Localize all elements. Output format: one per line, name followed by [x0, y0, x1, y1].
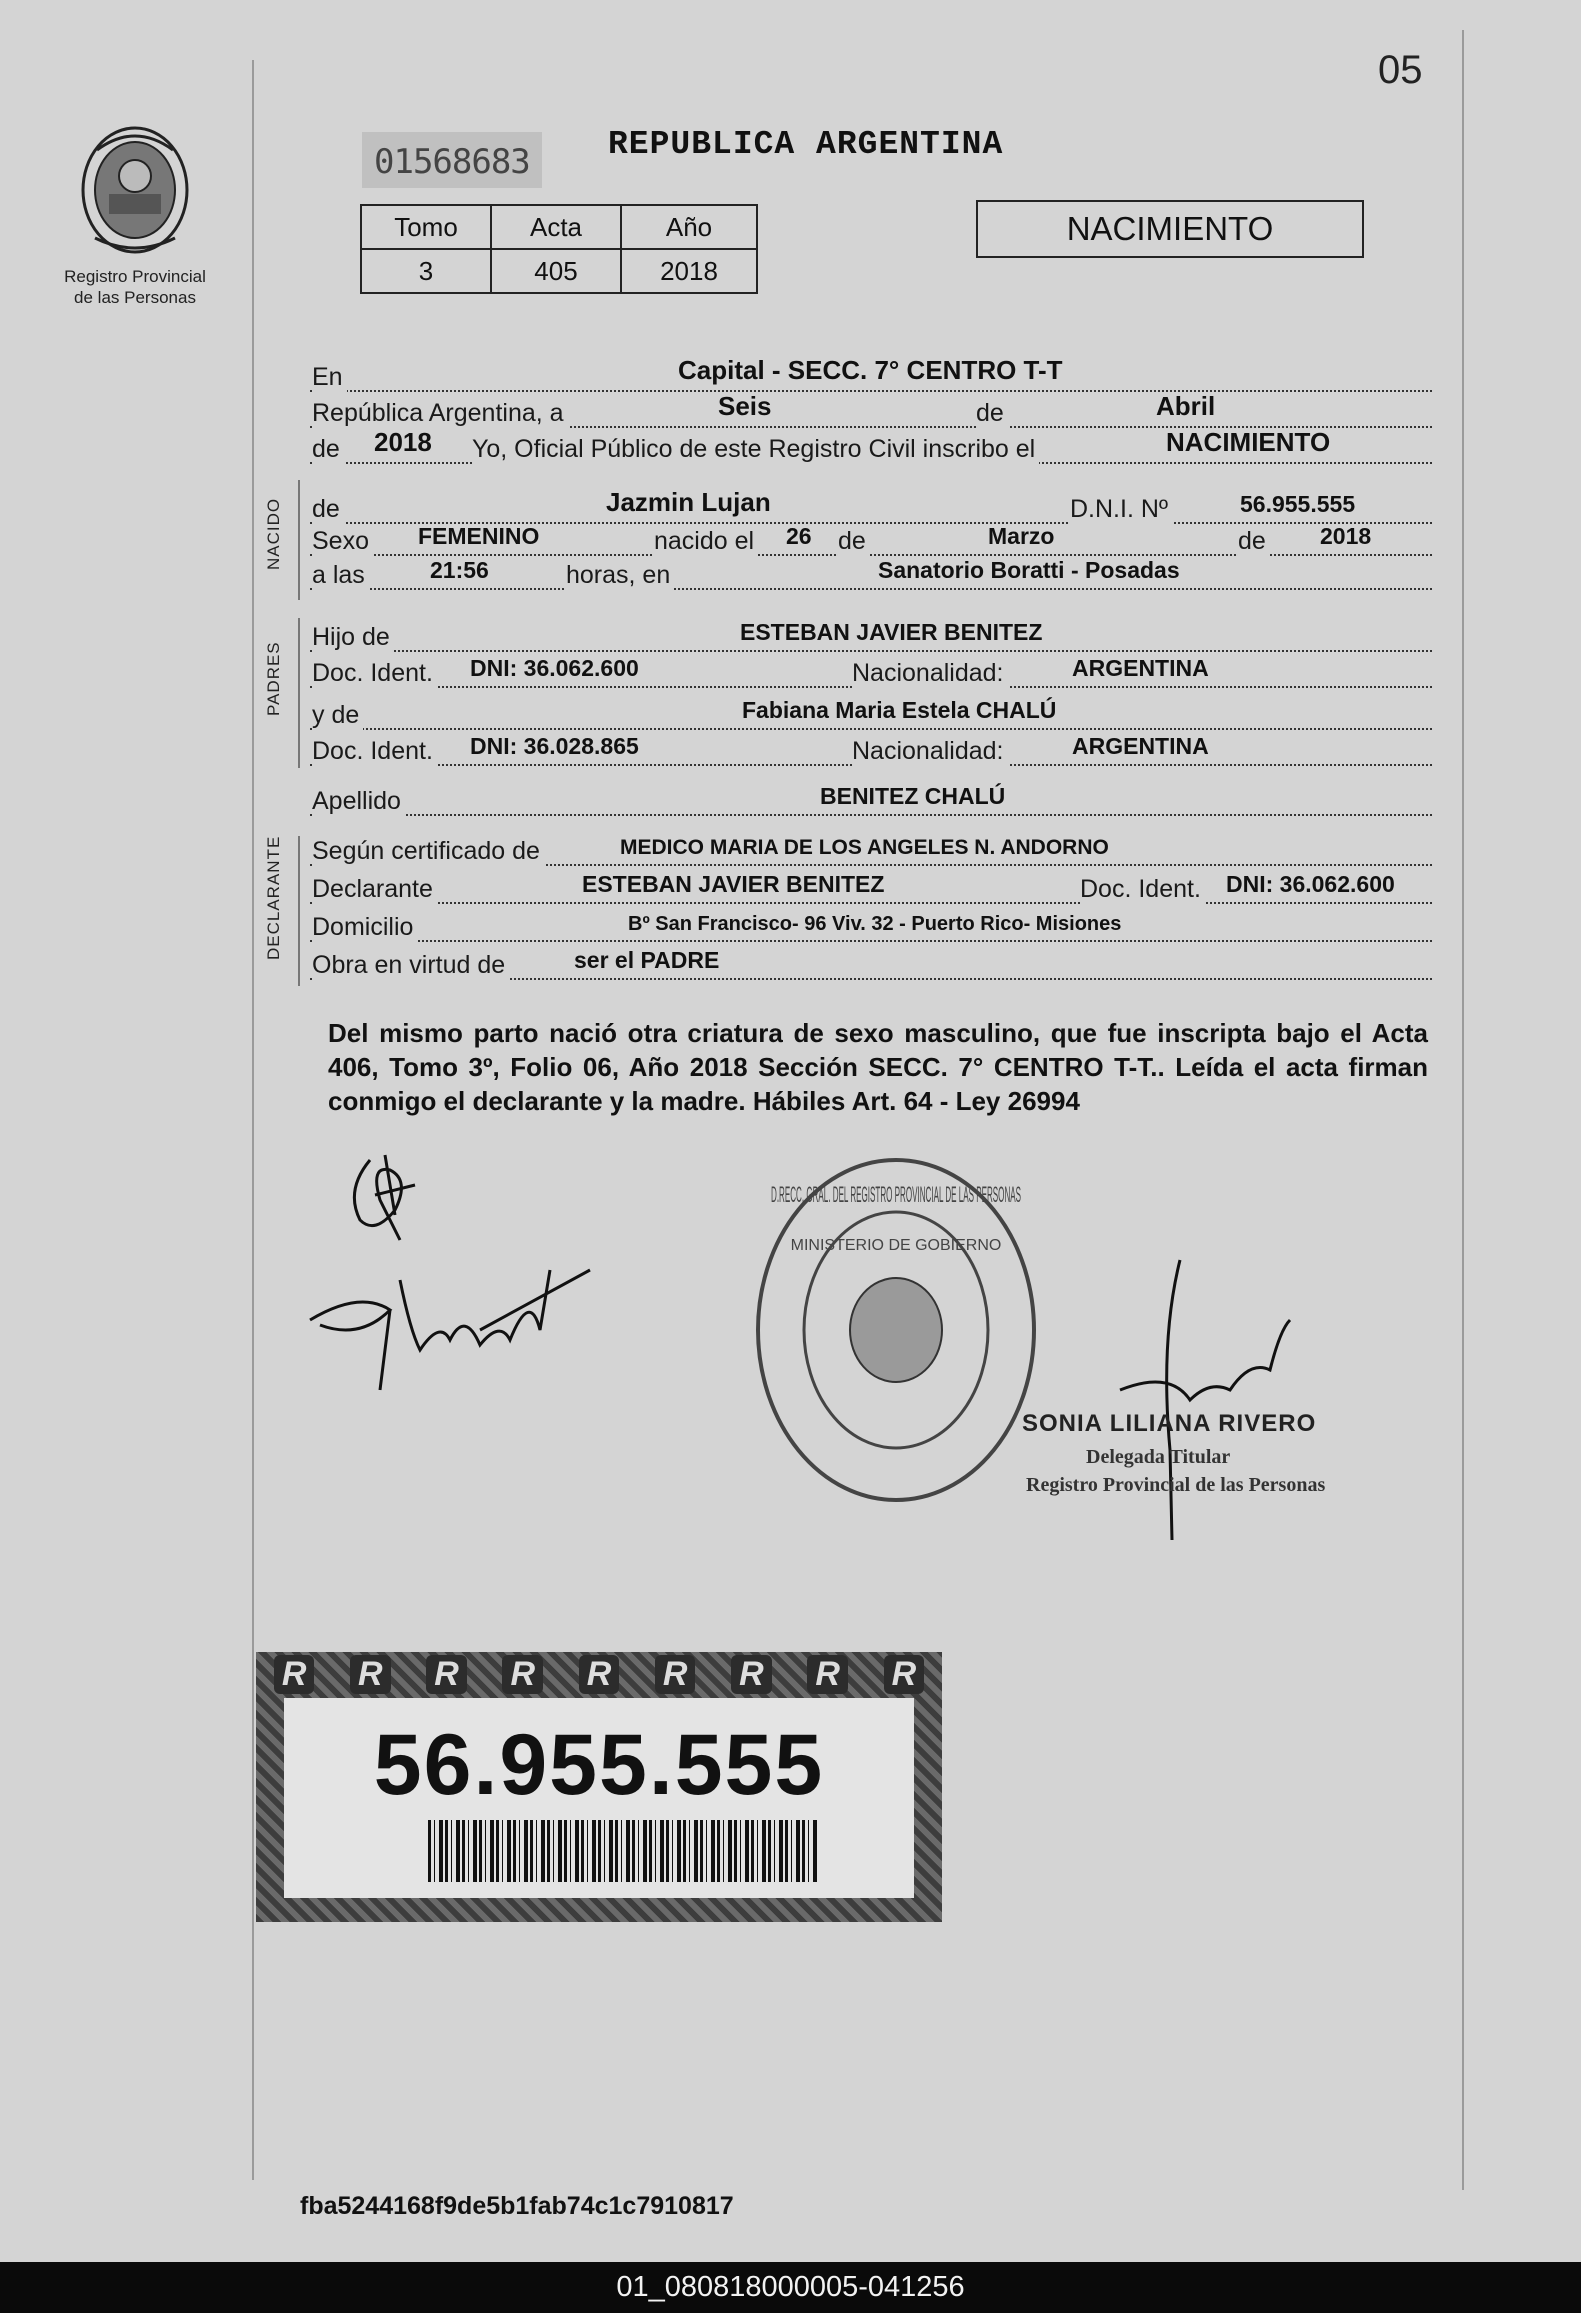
value-father: ESTEBAN JAVIER BENITEZ: [740, 619, 1043, 645]
province-logo: [60, 120, 210, 308]
label-certificado: Según certificado de: [312, 837, 544, 866]
registry-table: [360, 204, 758, 294]
section-label-declarante: DECLARANTE: [264, 835, 283, 960]
line-inscribo: [310, 424, 1432, 464]
label-apellido: Apellido: [312, 787, 405, 816]
value-domicilio: Bº San Francisco- 96 Viv. 32 - Puerto Rico- Misiones: [628, 913, 1122, 935]
nacido-bracket: [298, 480, 300, 600]
declarante-signature: [300, 1250, 600, 1410]
label-republica: República Argentina, a: [312, 399, 568, 428]
label-nacido-el: nacido el: [654, 527, 758, 556]
line-apellido: [310, 776, 1432, 816]
line-domicilio: [310, 902, 1432, 942]
value-place: Capital - SECC. 7° CENTRO T-T: [678, 355, 1063, 385]
label-inscribo: Yo, Oficial Público de este Registro Civil inscribo el: [472, 435, 1039, 464]
value-child-dni: 56.955.555: [1240, 491, 1356, 517]
label-horas: horas, en: [566, 561, 674, 590]
value-mother-doc: DNI: 36.028.865: [470, 733, 639, 759]
section-label-nacido: NACIDO: [264, 497, 283, 570]
sticker-label: [284, 1698, 914, 1898]
value-time: 21:56: [430, 557, 489, 583]
label-en: En: [312, 363, 347, 392]
line-mother-doc: [310, 726, 1432, 766]
line-father-doc: [310, 648, 1432, 688]
label-declarante: Declarante: [312, 875, 437, 904]
label-de-year: de: [312, 435, 344, 464]
left-margin-line: [252, 60, 254, 2180]
label-dni: D.N.I. Nº: [1070, 495, 1172, 524]
line-certificado: [310, 826, 1432, 866]
official-name: SONIA LILIANA RIVERO: [1022, 1410, 1317, 1437]
value-apellido: BENITEZ CHALÚ: [820, 783, 1006, 809]
label-de-month: de: [976, 399, 1008, 428]
value-birth-month: Marzo: [988, 523, 1055, 549]
value-birth-place: Sanatorio Boratti - Posadas: [878, 557, 1180, 583]
value-sexo: FEMENINO: [418, 523, 540, 549]
label-father-nat: Nacionalidad:: [852, 659, 1008, 688]
seal-inner-text: MINISTERIO DE GOBIERNO: [790, 1237, 1002, 1254]
line-declarante: [310, 864, 1432, 904]
value-acta: 405: [491, 249, 621, 293]
label-nacido-de: de: [312, 495, 344, 524]
line-mother: [310, 690, 1432, 730]
label-y-de: y de: [312, 701, 363, 730]
padres-bracket: [298, 618, 300, 768]
document-title: REPUBLICA ARGENTINA: [608, 126, 1004, 163]
official-seal: [746, 1150, 1046, 1510]
value-obra: ser el PADRE: [574, 947, 720, 973]
header-acta: Acta: [491, 205, 621, 249]
document-hash: fba5244168f9de5b1fab74c1c7910817: [300, 2192, 734, 2220]
page-number: 05: [1378, 48, 1423, 92]
value-certificado: MEDICO MARIA DE LOS ANGELES N. ANDORNO: [620, 836, 1109, 859]
header-anio: Año: [621, 205, 757, 249]
sticker-mark: R: [502, 1655, 543, 1694]
label-hijo-de: Hijo de: [312, 623, 394, 652]
label-mother-nat: Nacionalidad:: [852, 737, 1008, 766]
right-margin-line: [1462, 30, 1464, 2190]
label-a-las: a las: [312, 561, 369, 590]
official-role: Delegada Titular: [1086, 1446, 1231, 1468]
logo-caption-line1: Registro Provincial: [64, 267, 206, 286]
label-birth-de1: de: [838, 527, 870, 556]
value-inscribo: NACIMIENTO: [1166, 427, 1331, 457]
scan-footer: 01_080818000005-041256: [0, 2262, 1581, 2313]
value-declarante: ESTEBAN JAVIER BENITEZ: [582, 871, 885, 897]
label-father-doc: Doc. Ident.: [312, 659, 437, 688]
observation-note: Del mismo parto nació otra criatura de sexo masculino, que fue inscripta bajo el Acta 406, Tomo 3º, Folio 06, Año 2018 Sección SECC. 7° CENTRO T-T.. Leída el acta firman conmigo el declarante y la madre. Hábiles Art. 64 - Ley 26994: [328, 1018, 1428, 1116]
value-birth-day: 26: [786, 523, 812, 549]
official-signature: [1090, 1250, 1330, 1550]
sticker-mark: R: [807, 1655, 848, 1694]
sticker-mark: R: [655, 1655, 696, 1694]
sticker-mark: R: [350, 1655, 391, 1694]
value-year: 2018: [374, 427, 432, 457]
sticker-mark: R: [274, 1655, 315, 1694]
declarante-bracket: [298, 836, 300, 986]
initials-signature: [340, 1140, 430, 1250]
label-mother-doc: Doc. Ident.: [312, 737, 437, 766]
sticker-mark: R: [731, 1655, 772, 1694]
section-label-padres: PADRES: [264, 641, 283, 716]
sticker-mark: R: [426, 1655, 467, 1694]
value-father-doc: DNI: 36.062.600: [470, 655, 639, 681]
value-decl-doc: DNI: 36.062.600: [1226, 871, 1395, 897]
value-day: Seis: [718, 391, 772, 421]
official-org: Registro Provincial de las Personas: [1026, 1474, 1326, 1496]
sticker-pattern: [256, 1652, 942, 1696]
value-child-name: Jazmin Lujan: [606, 487, 771, 517]
value-tomo: 3: [361, 249, 491, 293]
line-date: [310, 388, 1432, 428]
value-mother: Fabiana Maria Estela CHALÚ: [742, 697, 1057, 723]
line-hora: [310, 550, 1432, 590]
value-month: Abril: [1156, 391, 1216, 421]
value-birth-year: 2018: [1320, 523, 1372, 549]
label-birth-de2: de: [1238, 527, 1270, 556]
label-obra: Obra en virtud de: [312, 951, 509, 980]
value-father-nat: ARGENTINA: [1072, 655, 1209, 681]
label-sexo: Sexo: [312, 527, 373, 556]
seal-outer-text: D.RECC. GRAL. DEL REGISTRO PROVINCIAL DE LAS PERSONAS: [771, 1182, 1021, 1207]
value-anio: 2018: [621, 249, 757, 293]
sticker-dni-number: 56.955.555: [373, 1717, 825, 1813]
line-place: [310, 352, 1432, 392]
sticker-mark: R: [579, 1655, 620, 1694]
line-obra: [310, 940, 1432, 980]
misiones-coat-of-arms-icon: [75, 120, 195, 260]
sticker-mark: R: [884, 1655, 925, 1694]
label-domicilio: Domicilio: [312, 913, 417, 942]
label-decl-doc: Doc. Ident.: [1080, 875, 1205, 904]
sticker-barcode: [428, 1820, 818, 1882]
record-type-box: NACIMIENTO: [976, 200, 1364, 258]
value-mother-nat: ARGENTINA: [1072, 733, 1209, 759]
line-father: [310, 612, 1432, 652]
dni-sticker: [256, 1652, 942, 1922]
serial-stamp: 01568683: [362, 132, 542, 188]
logo-caption-line2: de las Personas: [74, 288, 196, 307]
header-tomo: Tomo: [361, 205, 491, 249]
